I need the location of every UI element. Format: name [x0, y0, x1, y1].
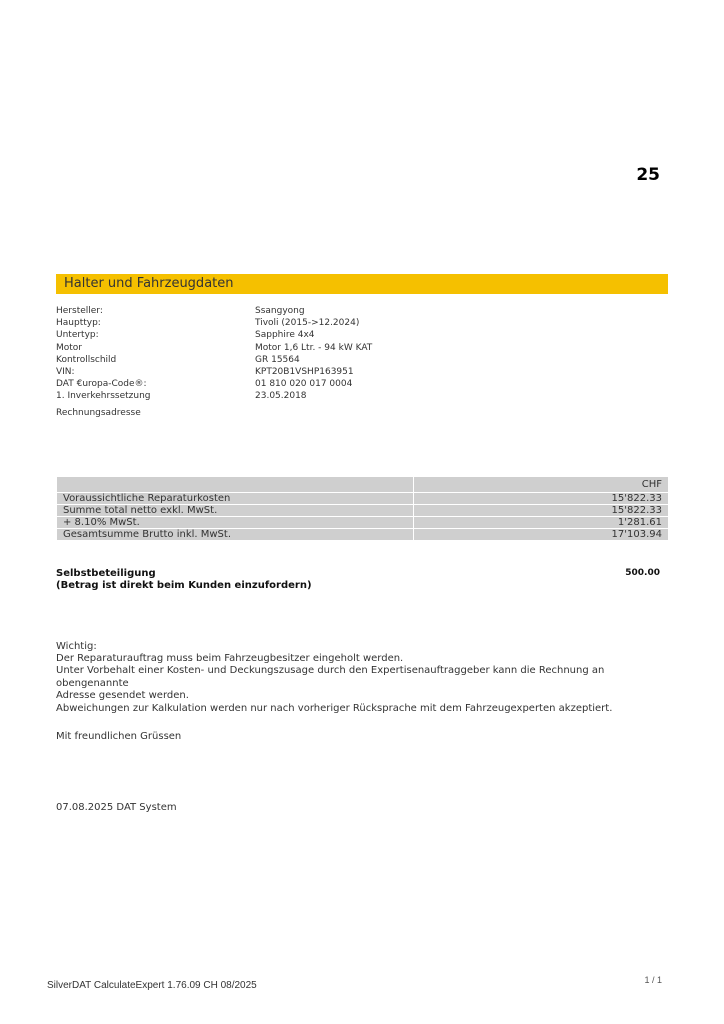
vehicle-row — [56, 366, 616, 378]
vehicle-label: Hersteller: — [56, 306, 103, 316]
cost-header-blank — [57, 477, 414, 493]
vehicle-data-list — [56, 305, 616, 403]
deductible-amount: 500.00 — [625, 568, 660, 578]
notes-heading: Wichtig: — [56, 641, 97, 652]
vehicle-label: 1. Inverkehrssetzung — [56, 391, 151, 402]
important-notes — [56, 641, 676, 702]
footer-text: SilverDAT CalculateExpert 1.76.09 CH 08/2025 — [47, 980, 257, 991]
deductible-subtitle: (Betrag ist direkt beim Kunden einzufordern) — [56, 580, 312, 591]
cost-amount: 1'281.61 — [414, 517, 669, 529]
cost-label: Summe total netto exkl. MwSt. — [57, 505, 414, 517]
greeting: Mit freundlichen Grüssen — [56, 731, 182, 742]
vehicle-label: DAT €uropa-Code®: — [56, 379, 147, 390]
vehicle-value: Tivoli (2015->12.2024) — [255, 318, 360, 329]
vehicle-label: VIN: — [56, 367, 75, 378]
vehicle-label: Motor — [56, 342, 83, 353]
page-number: 25 — [636, 165, 660, 185]
pagination: 1 / 1 — [644, 975, 662, 985]
vehicle-value: 23.05.2018 — [255, 391, 307, 402]
vehicle-row — [56, 317, 616, 329]
vehicle-row — [56, 378, 616, 390]
cost-row — [57, 517, 669, 529]
cost-table — [56, 476, 669, 541]
section-title: Halter und Fahrzeugdaten — [64, 276, 234, 291]
notes-line: Adresse gesendet werden. — [56, 689, 189, 701]
notes-line: Der Reparaturauftrag muss beim Fahrzeugbesitzer eingeholt werden. — [56, 653, 404, 665]
vehicle-row — [56, 305, 616, 317]
cost-row — [57, 493, 669, 505]
vehicle-row — [56, 390, 616, 402]
vehicle-label: Haupttyp: — [56, 318, 101, 329]
cost-amount: 15'822.33 — [414, 505, 669, 517]
notes-line: Unter Vorbehalt einer Kosten- und Deckungszusage durch den Expertisenauftraggeber kann die Rechnung an obengenannte — [56, 665, 605, 689]
deductible-block — [56, 568, 312, 592]
section-header-bar — [56, 274, 668, 294]
vehicle-row — [56, 354, 616, 366]
vehicle-label: Untertyp: — [56, 330, 99, 341]
billing-address-label: Rechnungsadresse — [56, 408, 141, 418]
cost-row — [57, 505, 669, 517]
vehicle-row — [56, 329, 616, 341]
cost-label: Voraussichtliche Reparaturkosten — [57, 493, 414, 505]
currency-header: CHF — [414, 477, 669, 493]
cost-table-header — [57, 477, 669, 493]
vehicle-value: KPT20B1VSHP163951 — [255, 367, 354, 378]
vehicle-label: Kontrollschild — [56, 354, 117, 365]
vehicle-value: Sapphire 4x4 — [255, 330, 315, 341]
vehicle-value: 01 810 020 017 0004 — [255, 379, 353, 390]
vehicle-value: Motor 1,6 Ltr. - 94 kW KAT — [255, 342, 373, 353]
cost-label: Gesamtsumme Brutto inkl. MwSt. — [57, 529, 414, 541]
vehicle-value: Ssangyong — [255, 306, 305, 316]
deviation-note: Abweichungen zur Kalkulation werden nur nach vorheriger Rücksprache mit dem Fahrzeugexperten akzeptiert. — [56, 703, 613, 714]
deductible-title: Selbstbeteiligung — [56, 568, 156, 579]
cost-amount: 15'822.33 — [414, 493, 669, 505]
vehicle-value: GR 15564 — [255, 354, 300, 365]
date-line: 07.08.2025 DAT System — [56, 802, 177, 813]
vehicle-row — [56, 342, 616, 354]
cost-label: + 8.10% MwSt. — [57, 517, 414, 529]
cost-amount: 17'103.94 — [414, 529, 669, 541]
cost-row — [57, 529, 669, 541]
